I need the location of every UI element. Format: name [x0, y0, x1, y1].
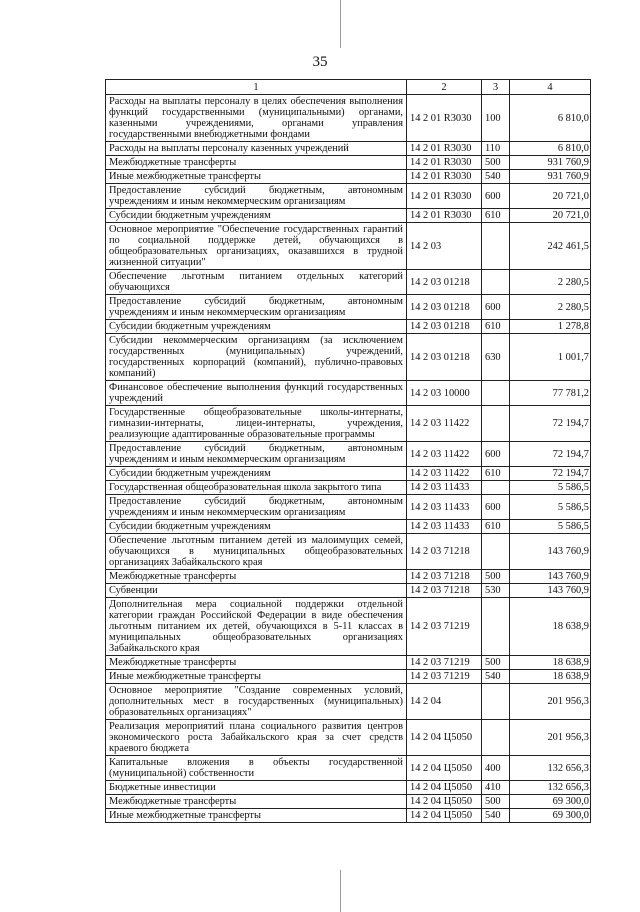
cell-code: 14 2 01 R3030	[407, 170, 482, 184]
cell-amount: 69 300,0	[510, 809, 591, 823]
cell-code: 14 2 03 71219	[407, 598, 482, 656]
header-col-1: 1	[106, 80, 407, 95]
cell-amount: 1 001,7	[510, 334, 591, 381]
cell-amount: 132 656,3	[510, 756, 591, 781]
cell-name: Дополнительная мера социальной поддержки отдельной категории граждан Российской Федерации в виде обеспечения льготным питанием их детей, обучающихся в 5-11 классах в муниципальных общеобразовательных организациях Забайкальского края	[106, 598, 407, 656]
cell-vr	[482, 381, 510, 406]
cell-vr	[482, 720, 510, 756]
cell-amount: 69 300,0	[510, 795, 591, 809]
cell-vr: 540	[482, 670, 510, 684]
cell-name: Реализация мероприятий плана социального развития центров экономического роста Забайкальского края за счет средств краевого бюджета	[106, 720, 407, 756]
cell-amount: 201 956,3	[510, 684, 591, 720]
cell-code: 14 2 01 R3030	[407, 95, 482, 142]
cell-amount: 6 810,0	[510, 95, 591, 142]
table-row	[106, 223, 591, 270]
table-row	[106, 95, 591, 142]
cell-name: Предоставление субсидий бюджетным, автономным учреждениям и иным некоммерческим организациям	[106, 495, 407, 520]
cell-vr: 630	[482, 334, 510, 381]
table-row	[106, 320, 591, 334]
cell-code: 14 2 03 01218	[407, 295, 482, 320]
cell-amount: 1 278,8	[510, 320, 591, 334]
cell-name: Субвенции	[106, 584, 407, 598]
cell-name: Субсидии бюджетным учреждениям	[106, 209, 407, 223]
cell-code: 14 2 03 71219	[407, 656, 482, 670]
cell-amount: 2 280,5	[510, 270, 591, 295]
cell-amount: 132 656,3	[510, 781, 591, 795]
cell-vr: 500	[482, 156, 510, 170]
table-row	[106, 209, 591, 223]
cell-vr	[482, 406, 510, 442]
table-row	[106, 270, 591, 295]
cell-vr: 110	[482, 142, 510, 156]
cell-code: 14 2 03 71219	[407, 670, 482, 684]
budget-table	[105, 79, 591, 823]
cell-vr: 500	[482, 656, 510, 670]
cell-code: 14 2 03 01218	[407, 270, 482, 295]
cell-code: 14 2 03 10000	[407, 381, 482, 406]
cell-vr: 500	[482, 570, 510, 584]
header-col-4: 4	[510, 80, 591, 95]
table-row	[106, 170, 591, 184]
table-row	[106, 534, 591, 570]
cell-name: Обеспечение льготным питанием детей из малоимущих семей, обучающихся в муниципальных общеобразовательных организациях Забайкальского края	[106, 534, 407, 570]
cell-vr: 540	[482, 809, 510, 823]
cell-name: Бюджетные инвестиции	[106, 781, 407, 795]
cell-name: Расходы на выплаты персоналу в целях обеспечения выполнения функций государственными (муниципальными) органами, казенными учреждениями, органами управления государственными внебюджетными фондами	[106, 95, 407, 142]
cell-name: Предоставление субсидий бюджетным, автономным учреждениям и иным некоммерческим организациям	[106, 295, 407, 320]
cell-code: 14 2 03 01218	[407, 320, 482, 334]
binding-line-top	[340, 0, 341, 48]
cell-code: 14 2 03 11422	[407, 467, 482, 481]
cell-amount: 72 194,7	[510, 406, 591, 442]
cell-vr	[482, 223, 510, 270]
table-row	[106, 670, 591, 684]
table-row	[106, 495, 591, 520]
cell-name: Предоставление субсидий бюджетным, автономным учреждениям и иным некоммерческим организациям	[106, 442, 407, 467]
cell-vr: 530	[482, 584, 510, 598]
cell-amount: 143 760,9	[510, 584, 591, 598]
table-row	[106, 656, 591, 670]
cell-name: Межбюджетные трансферты	[106, 795, 407, 809]
table-row	[106, 334, 591, 381]
cell-amount: 143 760,9	[510, 570, 591, 584]
table-row	[106, 584, 591, 598]
cell-vr: 410	[482, 781, 510, 795]
cell-name: Основное мероприятие "Создание современных условий, дополнительных мест в государственных (муниципальных) образовательных организациях"	[106, 684, 407, 720]
cell-code: 14 2 03 71218	[407, 584, 482, 598]
table-row	[106, 295, 591, 320]
cell-name: Расходы на выплаты персоналу казенных учреждений	[106, 142, 407, 156]
cell-amount: 18 638,9	[510, 656, 591, 670]
cell-name: Иные межбюджетные трансферты	[106, 670, 407, 684]
table-row	[106, 467, 591, 481]
cell-amount: 72 194,7	[510, 442, 591, 467]
cell-vr: 600	[482, 442, 510, 467]
cell-amount: 20 721,0	[510, 184, 591, 209]
cell-code: 14 2 01 R3030	[407, 209, 482, 223]
cell-amount: 5 586,5	[510, 481, 591, 495]
cell-amount: 5 586,5	[510, 495, 591, 520]
cell-code: 14 2 01 R3030	[407, 184, 482, 209]
cell-name: Субсидии бюджетным учреждениям	[106, 320, 407, 334]
cell-code: 14 2 03 01218	[407, 334, 482, 381]
cell-code: 14 2 03 11433	[407, 495, 482, 520]
page-number: 35	[312, 54, 328, 70]
cell-amount: 242 461,5	[510, 223, 591, 270]
table-row	[106, 520, 591, 534]
cell-amount: 931 760,9	[510, 170, 591, 184]
table-row	[106, 381, 591, 406]
table-row	[106, 156, 591, 170]
cell-name: Предоставление субсидий бюджетным, автономным учреждениям и иным некоммерческим организациям	[106, 184, 407, 209]
table-row	[106, 756, 591, 781]
cell-code: 14 2 04 Ц5050	[407, 809, 482, 823]
cell-vr: 610	[482, 209, 510, 223]
table-row	[106, 720, 591, 756]
table-row	[106, 598, 591, 656]
cell-code: 14 2 04 Ц5050	[407, 720, 482, 756]
cell-vr: 610	[482, 520, 510, 534]
table-row	[106, 570, 591, 584]
cell-vr: 100	[482, 95, 510, 142]
cell-vr: 400	[482, 756, 510, 781]
cell-code: 14 2 03	[407, 223, 482, 270]
cell-amount: 77 781,2	[510, 381, 591, 406]
cell-code: 14 2 01 R3030	[407, 156, 482, 170]
table-row	[106, 809, 591, 823]
cell-name: Субсидии бюджетным учреждениям	[106, 520, 407, 534]
header-col-2: 2	[407, 80, 482, 95]
cell-name: Основное мероприятие "Обеспечение государственных гарантий по социальной поддержке детей, обучающихся в общеобразовательных организациях, оказавшихся в трудной жизненной ситуации"	[106, 223, 407, 270]
cell-vr: 600	[482, 295, 510, 320]
cell-amount: 20 721,0	[510, 209, 591, 223]
cell-code: 14 2 03 11422	[407, 442, 482, 467]
cell-vr: 600	[482, 495, 510, 520]
cell-vr: 600	[482, 184, 510, 209]
cell-vr: 610	[482, 467, 510, 481]
cell-amount: 931 760,9	[510, 156, 591, 170]
cell-vr	[482, 598, 510, 656]
cell-name: Субсидии бюджетным учреждениям	[106, 467, 407, 481]
table-row	[106, 442, 591, 467]
cell-amount: 6 810,0	[510, 142, 591, 156]
cell-code: 14 2 01 R3030	[407, 142, 482, 156]
cell-name: Финансовое обеспечение выполнения функций государственных учреждений	[106, 381, 407, 406]
cell-amount: 5 586,5	[510, 520, 591, 534]
cell-name: Межбюджетные трансферты	[106, 570, 407, 584]
cell-name: Обеспечение льготным питанием отдельных категорий обучающихся	[106, 270, 407, 295]
cell-amount: 2 280,5	[510, 295, 591, 320]
cell-name: Иные межбюджетные трансферты	[106, 170, 407, 184]
table-row	[106, 142, 591, 156]
header-row	[106, 80, 591, 95]
cell-code: 14 2 03 71218	[407, 570, 482, 584]
cell-vr	[482, 481, 510, 495]
cell-code: 14 2 03 11433	[407, 481, 482, 495]
cell-vr: 540	[482, 170, 510, 184]
table-row	[106, 781, 591, 795]
cell-name: Капитальные вложения в объекты государственной (муниципальной) собственности	[106, 756, 407, 781]
cell-name: Государственные общеобразовательные школы-интернаты, гимназии-интернаты, лицеи-интернаты, учреждения, реализующие адаптированные образовательные программы	[106, 406, 407, 442]
cell-name: Межбюджетные трансферты	[106, 656, 407, 670]
cell-amount: 143 760,9	[510, 534, 591, 570]
cell-code: 14 2 04 Ц5050	[407, 795, 482, 809]
cell-name: Государственная общеобразовательная школа закрытого типа	[106, 481, 407, 495]
binding-line-bottom	[340, 870, 341, 912]
cell-vr: 610	[482, 320, 510, 334]
table-row	[106, 684, 591, 720]
table-row	[106, 184, 591, 209]
cell-code: 14 2 03 71218	[407, 534, 482, 570]
cell-code: 14 2 03 11422	[407, 406, 482, 442]
cell-code: 14 2 03 11433	[407, 520, 482, 534]
table-row	[106, 795, 591, 809]
cell-code: 14 2 04 Ц5050	[407, 756, 482, 781]
table-row	[106, 481, 591, 495]
cell-name: Межбюджетные трансферты	[106, 156, 407, 170]
cell-code: 14 2 04 Ц5050	[407, 781, 482, 795]
cell-vr	[482, 534, 510, 570]
table-row	[106, 406, 591, 442]
cell-amount: 72 194,7	[510, 467, 591, 481]
cell-amount: 201 956,3	[510, 720, 591, 756]
cell-vr	[482, 684, 510, 720]
cell-name: Иные межбюджетные трансферты	[106, 809, 407, 823]
header-col-3: 3	[482, 80, 510, 95]
cell-vr	[482, 270, 510, 295]
cell-code: 14 2 04	[407, 684, 482, 720]
cell-amount: 18 638,9	[510, 598, 591, 656]
cell-vr: 500	[482, 795, 510, 809]
cell-name: Субсидии некоммерческим организациям (за исключением государственных (муниципальных) учреждений, государственных корпораций (компаний), публично-правовых компаний)	[106, 334, 407, 381]
cell-amount: 18 638,9	[510, 670, 591, 684]
